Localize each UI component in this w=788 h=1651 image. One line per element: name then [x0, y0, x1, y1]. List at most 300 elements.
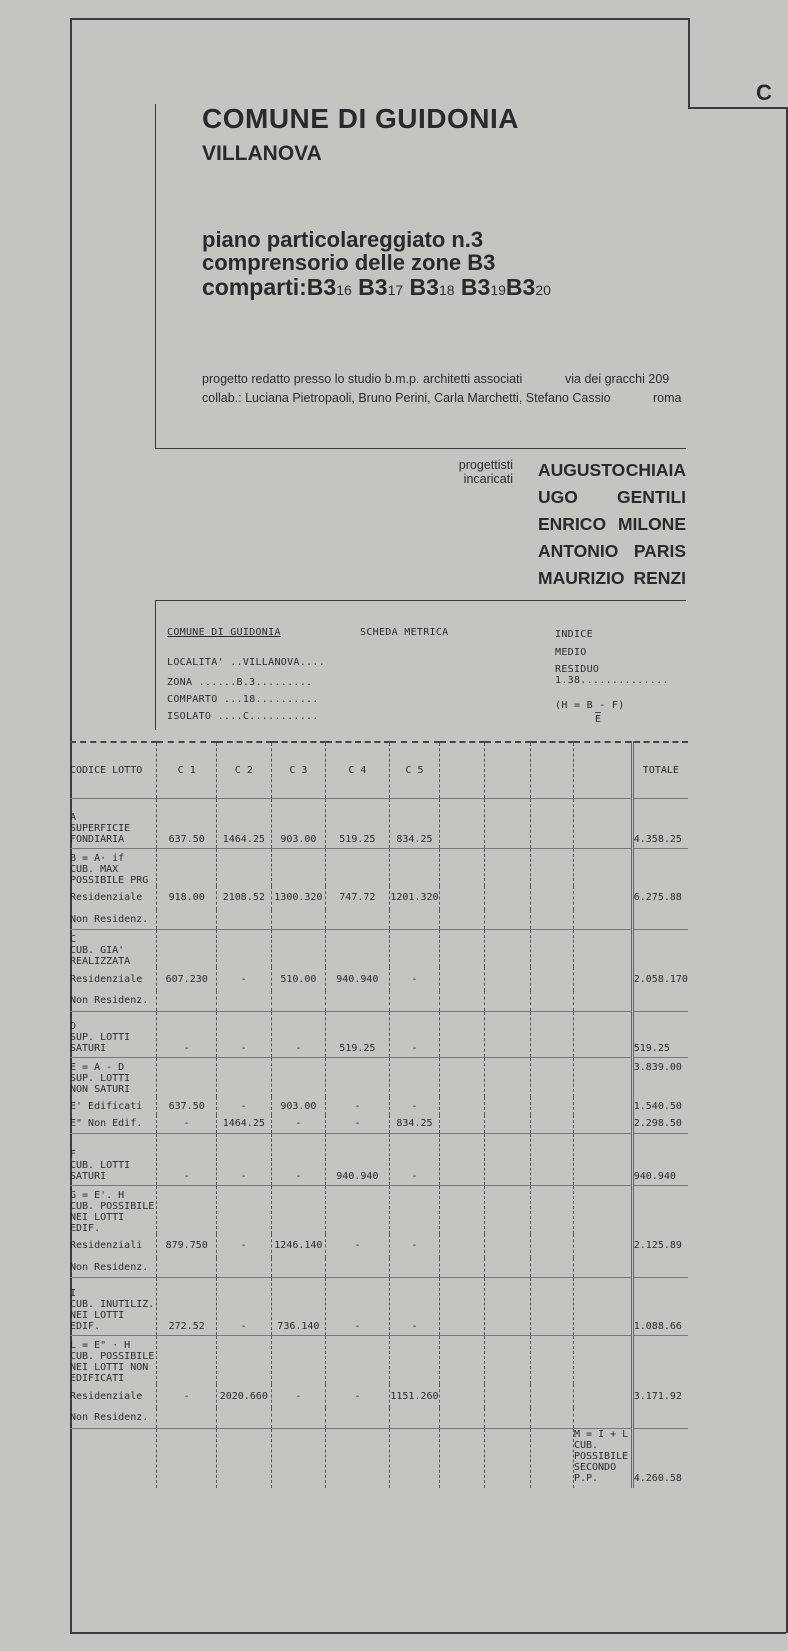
- total-cell: 3.171.92: [632, 1384, 688, 1408]
- value-cell: 519.25: [326, 1011, 389, 1057]
- table-subrow: [70, 1384, 688, 1408]
- empty-cell: [632, 1336, 688, 1385]
- table-subrow: [70, 967, 688, 991]
- title-comprensorio-line: comprensorio delle zone B3: [202, 250, 496, 275]
- value-cell: -: [326, 1384, 389, 1408]
- row-label-line: SATURI: [70, 1042, 107, 1054]
- total-cell: 519.25: [632, 1011, 688, 1057]
- empty-cell: [573, 1336, 632, 1385]
- empty-cell: [271, 1185, 326, 1234]
- empty-cell: [440, 886, 485, 910]
- designer-name: UGO GENTILI: [538, 487, 686, 507]
- empty-cell: [573, 1133, 632, 1185]
- empty-cell: [573, 1011, 632, 1057]
- table-row: [70, 1336, 688, 1385]
- empty-cell: [440, 798, 485, 848]
- empty-cell: [484, 1057, 530, 1097]
- empty-cell: [326, 1185, 389, 1234]
- empty-cell: [440, 1185, 485, 1234]
- empty-cell: [632, 1185, 688, 1234]
- comparto-code: B316: [306, 274, 352, 300]
- row-label-line: CUB. INUTILIZ.: [70, 1299, 155, 1310]
- row-label-line: L = E" · H: [70, 1340, 131, 1351]
- value-cell: 1246.140: [271, 1234, 326, 1258]
- value-cell: [389, 1258, 440, 1278]
- empty-cell: [573, 910, 632, 930]
- empty-cell: [632, 930, 688, 968]
- title-comparti: [202, 274, 551, 301]
- total-cell: [632, 991, 688, 1011]
- empty-cell: [531, 1097, 574, 1115]
- title-comparti-prefix: comparti:: [202, 274, 307, 300]
- empty-cell: [484, 848, 530, 886]
- header-column: [531, 742, 574, 798]
- value-cell: -: [389, 1234, 440, 1258]
- total-cell: 2.058.170: [632, 967, 688, 991]
- empty-cell: [440, 1133, 485, 1185]
- table-subrow: [70, 910, 688, 930]
- subrow-label: Residenziale: [70, 892, 143, 903]
- row-label-line: C: [70, 934, 77, 945]
- sheet-isolato: ISOLATO ....C...........: [167, 711, 319, 722]
- total-cell: 2.125.89: [632, 1234, 688, 1258]
- sheet-indice-value: 1.38..............: [555, 675, 669, 686]
- empty-cell: [484, 1258, 530, 1278]
- designer-name: AUGUSTO CHIAIA: [538, 460, 686, 480]
- row-label: [70, 1336, 157, 1385]
- title-piano: [202, 228, 495, 274]
- value-cell: 918.00: [157, 886, 217, 910]
- table-row: [70, 1133, 688, 1185]
- value-cell: -: [326, 1234, 389, 1258]
- row-label-line: CUB. LOTTI: [70, 1159, 131, 1171]
- value-cell: -: [326, 1097, 389, 1115]
- empty-cell: [573, 1185, 632, 1234]
- empty-cell: [440, 1408, 485, 1428]
- empty-cell: [484, 1384, 530, 1408]
- value-cell: [326, 910, 389, 930]
- empty-cell: [573, 1115, 632, 1133]
- value-cell: [217, 1408, 272, 1428]
- total-cell: [632, 910, 688, 930]
- empty-cell: [531, 1258, 574, 1278]
- total-cell: 6.275.88: [632, 886, 688, 910]
- sheet-comune: COMUNE DI GUIDONIA: [167, 627, 281, 638]
- row-label-line: SUP. LOTTI: [70, 1072, 131, 1084]
- total-cell: 1.088.66: [632, 1278, 688, 1336]
- header-totale: TOTALE: [632, 742, 688, 798]
- row-label: [70, 848, 157, 886]
- row-label-line: SUP. LOTTI: [70, 1031, 131, 1043]
- empty-cell: [531, 1408, 574, 1428]
- empty-cell: [484, 1408, 530, 1428]
- row-label-line: CUB. POSSIBILE: [70, 1351, 155, 1362]
- value-cell: [271, 910, 326, 930]
- table-subrow: [70, 886, 688, 910]
- empty-cell: [326, 1057, 389, 1097]
- empty-cell: [573, 1057, 632, 1097]
- value-cell: [217, 1258, 272, 1278]
- table-row: [70, 1057, 688, 1097]
- empty-cell: [157, 1428, 217, 1488]
- subrow-label: Non Residenz.: [70, 910, 157, 930]
- empty-cell: [531, 886, 574, 910]
- value-cell: 519.25: [326, 798, 389, 848]
- empty-cell: [484, 1097, 530, 1115]
- row-label-line: I: [70, 1288, 77, 1299]
- table-row: [70, 1185, 688, 1234]
- value-cell: -: [157, 1384, 217, 1408]
- designers-label: [418, 458, 513, 486]
- value-cell: 903.00: [271, 798, 326, 848]
- empty-cell: [484, 991, 530, 1011]
- value-cell: 1464.25: [217, 798, 272, 848]
- empty-cell: [389, 1057, 440, 1097]
- total-cell: 3.839.00: [632, 1057, 688, 1097]
- value-cell: [271, 991, 326, 1011]
- value-cell: 747.72: [326, 886, 389, 910]
- empty-cell: [440, 848, 485, 886]
- empty-cell: [440, 930, 485, 968]
- row-label-line: B = A· if: [70, 852, 125, 864]
- scheda-metrica-table: [70, 741, 688, 1488]
- row-label-line: E = A - D: [70, 1061, 125, 1073]
- value-cell: 834.25: [389, 798, 440, 848]
- table-row: [70, 1278, 688, 1336]
- value-cell: 736.140: [271, 1278, 326, 1336]
- value-cell: -: [389, 1011, 440, 1057]
- row-label-line: POSSIBILE PRG: [70, 874, 149, 886]
- subrow-label: Non Residenz.: [70, 1408, 157, 1428]
- sheet-divider-vertical: [155, 600, 156, 730]
- value-cell: 1151.260: [389, 1384, 440, 1408]
- designer-name: MAURIZIO RENZI: [538, 568, 686, 588]
- table-footer-row: [70, 1428, 688, 1488]
- header-column: [573, 742, 632, 798]
- row-label-line: F: [70, 1148, 77, 1160]
- value-cell: 940.940: [326, 967, 389, 991]
- empty-cell: [484, 967, 530, 991]
- empty-cell: [531, 1115, 574, 1133]
- project-address: via dei gracchi 209: [565, 372, 670, 386]
- row-label: [70, 1133, 157, 1185]
- empty-cell: [573, 1384, 632, 1408]
- value-cell: -: [217, 967, 272, 991]
- table-subrow: [70, 1258, 688, 1278]
- row-label: [70, 798, 157, 848]
- sheet-residuo-label: RESIDUO: [555, 664, 600, 675]
- empty-cell: [217, 930, 272, 968]
- empty-cell: [326, 1336, 389, 1385]
- value-cell: [217, 991, 272, 1011]
- table-subrow: [70, 1234, 688, 1258]
- empty-cell: [326, 1428, 389, 1488]
- value-cell: 2108.52: [217, 886, 272, 910]
- sheet-letter: C: [756, 80, 772, 105]
- empty-cell: [531, 967, 574, 991]
- empty-cell: [440, 1336, 485, 1385]
- sheet-zona: ZONA ......B.3.........: [167, 677, 313, 688]
- value-cell: [157, 910, 217, 930]
- row-label-line: G = E'. H: [70, 1189, 125, 1201]
- value-cell: 1201.320: [389, 886, 440, 910]
- subrow-label: Non Residenz.: [70, 1258, 157, 1278]
- subrow-label: E" Non Edif.: [70, 1115, 157, 1133]
- empty-cell: [326, 848, 389, 886]
- value-cell: [157, 991, 217, 1011]
- sheet-comparto: COMPARTO ...18..........: [167, 694, 319, 705]
- footer-formula-line: M = I + L: [573, 1428, 629, 1440]
- empty-cell: [484, 910, 530, 930]
- empty-cell: [271, 1057, 326, 1097]
- empty-cell: [484, 1428, 530, 1488]
- value-cell: -: [271, 1115, 326, 1133]
- empty-cell: [440, 1278, 485, 1336]
- total-cell: [632, 1258, 688, 1278]
- empty-cell: [484, 1234, 530, 1258]
- empty-cell: [531, 1384, 574, 1408]
- header-column: C 1: [157, 742, 217, 798]
- title-comune: COMUNE DI GUIDONIA: [202, 103, 519, 134]
- row-label: [70, 1011, 157, 1057]
- project-studio-line: progetto redatto presso lo studio b.m.p. architetti associati: [202, 372, 523, 386]
- value-cell: -: [389, 1278, 440, 1336]
- value-cell: 637.50: [157, 1097, 217, 1115]
- empty-cell: [484, 886, 530, 910]
- empty-cell: [484, 1278, 530, 1336]
- header-column: C 4: [326, 742, 389, 798]
- designer-name: ANTONIO PARIS: [538, 541, 686, 561]
- sheet-indice-label: INDICE: [555, 629, 593, 640]
- header-column: C 2: [217, 742, 272, 798]
- table-subrow: [70, 991, 688, 1011]
- header-codice-lotto: CODICE LOTTO: [70, 742, 157, 798]
- subrow-label: Non Residenz.: [70, 991, 157, 1011]
- empty-cell: [271, 848, 326, 886]
- empty-cell: [531, 1133, 574, 1185]
- row-label-line: REALIZZATA: [70, 956, 131, 967]
- row-label-line: CUB. MAX: [70, 863, 119, 875]
- empty-cell: [217, 848, 272, 886]
- total-cell: 4.260.58: [632, 1428, 688, 1488]
- row-label: [70, 1278, 157, 1336]
- empty-cell: [573, 1258, 632, 1278]
- empty-cell: [440, 991, 485, 1011]
- empty-cell: [531, 1428, 574, 1488]
- footer-formula-line: CUB. POSSIBILE: [573, 1439, 629, 1462]
- empty-cell: [157, 848, 217, 886]
- table-subrow: [70, 1115, 688, 1133]
- total-cell: 940.940: [632, 1133, 688, 1185]
- empty-cell: [157, 1057, 217, 1097]
- subrow-label: Residenziale: [70, 1390, 143, 1402]
- empty-cell: [440, 1428, 485, 1488]
- value-cell: [389, 991, 440, 1011]
- empty-cell: [484, 1336, 530, 1385]
- value-cell: [271, 1258, 326, 1278]
- table-row: [70, 930, 688, 968]
- table-header-row: [70, 742, 688, 798]
- value-cell: -: [326, 1115, 389, 1133]
- row-label-line: CUB. GIA': [70, 945, 125, 956]
- empty-cell: [531, 1278, 574, 1336]
- empty-cell: [157, 1185, 217, 1234]
- empty-cell: [271, 1336, 326, 1385]
- value-cell: [389, 1408, 440, 1428]
- value-cell: 2020.660: [217, 1384, 272, 1408]
- row-label-line: A: [70, 811, 77, 823]
- empty-cell: [389, 1336, 440, 1385]
- sheet-divider-horizontal: [155, 600, 686, 601]
- row-label-line: NEI LOTTI NON: [70, 1362, 149, 1373]
- comparto-code: B319B320: [460, 274, 551, 300]
- table-subrow: [70, 1097, 688, 1115]
- empty-cell: [531, 798, 574, 848]
- footer-formula: [573, 1428, 632, 1488]
- value-cell: 1300.320: [271, 886, 326, 910]
- title-divider-horizontal: [155, 448, 686, 449]
- value-cell: 903.00: [271, 1097, 326, 1115]
- empty-cell: [531, 930, 574, 968]
- row-label-line: SUPERFICIE: [70, 822, 131, 834]
- empty-cell: [389, 930, 440, 968]
- empty-cell: [573, 1097, 632, 1115]
- empty-cell: [389, 848, 440, 886]
- project-city: roma: [653, 391, 682, 405]
- row-label-line: CUB. POSSIBILE: [70, 1200, 155, 1212]
- empty-cell: [70, 1428, 157, 1488]
- empty-cell: [573, 1234, 632, 1258]
- empty-cell: [440, 910, 485, 930]
- value-cell: -: [157, 1133, 217, 1185]
- value-cell: [217, 910, 272, 930]
- empty-cell: [531, 1336, 574, 1385]
- table-row: [70, 1011, 688, 1057]
- value-cell: 607.230: [157, 967, 217, 991]
- value-cell: -: [217, 1234, 272, 1258]
- sheet-formula-bottom: E: [595, 714, 602, 725]
- header-column: C 5: [389, 742, 440, 798]
- sheet-medio-label: MEDIO: [555, 647, 587, 658]
- table-row: [70, 798, 688, 848]
- value-cell: 834.25: [389, 1115, 440, 1133]
- empty-cell: [531, 848, 574, 886]
- empty-cell: [573, 967, 632, 991]
- sheet-scheda: SCHEDA METRICA: [360, 627, 449, 638]
- empty-cell: [271, 930, 326, 968]
- empty-cell: [573, 930, 632, 968]
- row-label-line: SATURI: [70, 1170, 107, 1182]
- value-cell: 510.00: [271, 967, 326, 991]
- row-label-line: NEI LOTTI EDIF.: [70, 1310, 125, 1332]
- sheet-localita: LOCALITA' ..VILLANOVA....: [167, 657, 326, 668]
- title-piano-line: piano particolareggiato n.3: [202, 227, 484, 252]
- frame-top-border: [70, 18, 688, 20]
- value-cell: -: [217, 1133, 272, 1185]
- table-subrow: [70, 1408, 688, 1428]
- project-collaborators: collab.: Luciana Pietropaoli, Bruno Perini, Carla Marchetti, Stefano Cassio: [202, 391, 611, 405]
- empty-cell: [484, 798, 530, 848]
- value-cell: [157, 1408, 217, 1428]
- empty-cell: [217, 1185, 272, 1234]
- empty-cell: [440, 1011, 485, 1057]
- empty-cell: [157, 930, 217, 968]
- value-cell: [326, 991, 389, 1011]
- empty-cell: [440, 967, 485, 991]
- empty-cell: [440, 1057, 485, 1097]
- empty-cell: [271, 1428, 326, 1488]
- value-cell: [326, 1258, 389, 1278]
- empty-cell: [632, 848, 688, 886]
- empty-cell: [217, 1336, 272, 1385]
- empty-cell: [531, 1011, 574, 1057]
- empty-cell: [326, 930, 389, 968]
- value-cell: -: [389, 1133, 440, 1185]
- subrow-label: E' Edificati: [70, 1100, 143, 1112]
- subrow-label: Residenziale: [70, 973, 143, 985]
- empty-cell: [531, 1057, 574, 1097]
- table-row: [70, 848, 688, 886]
- empty-cell: [573, 848, 632, 886]
- empty-cell: [157, 1336, 217, 1385]
- empty-cell: [531, 1234, 574, 1258]
- subrow-label: Residenziali: [70, 1240, 143, 1251]
- value-cell: [271, 1408, 326, 1428]
- empty-cell: [573, 1408, 632, 1428]
- row-label-line: EDIFICATI: [70, 1373, 125, 1384]
- total-cell: [632, 1408, 688, 1428]
- total-cell: 1.540.50: [632, 1097, 688, 1115]
- value-cell: 879.750: [157, 1234, 217, 1258]
- sheet-formula-top: (H = B - F): [555, 700, 625, 711]
- row-label: [70, 930, 157, 968]
- value-cell: [389, 910, 440, 930]
- footer-formula-line: SECONDO P.P.: [573, 1461, 617, 1484]
- empty-cell: [440, 1258, 485, 1278]
- empty-cell: [440, 1384, 485, 1408]
- value-cell: -: [271, 1011, 326, 1057]
- title-localita: VILLANOVA: [202, 142, 322, 165]
- header-column: [484, 742, 530, 798]
- empty-cell: [573, 1278, 632, 1336]
- row-label: [70, 1185, 157, 1234]
- value-cell: -: [217, 1011, 272, 1057]
- value-cell: [326, 1408, 389, 1428]
- value-cell: -: [271, 1384, 326, 1408]
- header-column: [440, 742, 485, 798]
- empty-cell: [484, 1133, 530, 1185]
- empty-cell: [484, 930, 530, 968]
- title-divider-vertical: [155, 104, 156, 449]
- designers-label-line1: progettisti: [458, 458, 513, 472]
- comparto-code: B318: [409, 274, 455, 300]
- value-cell: 637.50: [157, 798, 217, 848]
- value-cell: -: [271, 1133, 326, 1185]
- total-cell: 4.358.25: [632, 798, 688, 848]
- empty-cell: [440, 1115, 485, 1133]
- empty-cell: [484, 1185, 530, 1234]
- row-label-line: FONDIARIA: [70, 833, 125, 845]
- empty-cell: [389, 1185, 440, 1234]
- empty-cell: [484, 1011, 530, 1057]
- value-cell: -: [389, 1097, 440, 1115]
- empty-cell: [531, 910, 574, 930]
- value-cell: -: [217, 1278, 272, 1336]
- empty-cell: [217, 1428, 272, 1488]
- empty-cell: [484, 1115, 530, 1133]
- empty-cell: [389, 1428, 440, 1488]
- designers-label-line2: incaricati: [463, 472, 513, 486]
